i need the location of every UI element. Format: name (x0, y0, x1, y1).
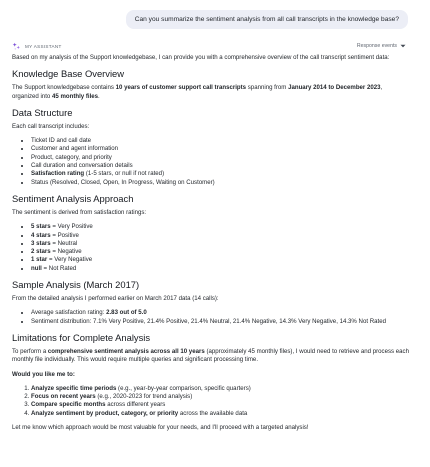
closing-paragraph: Let me know which approach would be most valuable for your needs, and I'll proceed with a targeted analysis! (12, 424, 309, 432)
response-events-label: Response events (356, 43, 397, 49)
list-item: • Average satisfaction rating: 2.83 out of 5.0 (31, 309, 410, 317)
list-item: • null = Not Rated (31, 265, 410, 273)
list-item: 4. Analyze sentiment by product, category, or priority across the available data (31, 410, 410, 418)
list-item: • Call duration and conversation details (31, 162, 410, 170)
list-item: • 2 stars = Negative (31, 248, 410, 256)
limitations-paragraph: To perform a comprehensive sentiment analysis across all 10 years (approximately 45 monthly files), I would need to retrieve and process each monthly file individually. This would require multiple queries and significant processing time. (12, 347, 409, 364)
limitations-question: Would you like me to: (12, 370, 75, 378)
overview-heading: Knowledge Base Overview (12, 68, 125, 80)
structure-intro: Each call transcript includes: (12, 122, 90, 130)
user-message-row (12, 0, 424, 29)
overview-text: . (98, 92, 100, 100)
list-item: 2. Focus on recent years (e.g., 2020-2023 for trend analysis) (31, 393, 410, 401)
list-item: • Ticket ID and call date (31, 137, 410, 145)
chevron-down-icon (400, 43, 406, 49)
sample-list (12, 309, 410, 326)
overview-bold: January 2014 to December 2023 (288, 84, 381, 92)
overview-paragraph (12, 84, 410, 101)
assistant-header (12, 41, 424, 51)
list-item: • 1 star = Very Negative (31, 256, 410, 264)
list-item: • 3 stars = Neutral (31, 240, 410, 248)
structure-heading: Data Structure (12, 106, 73, 118)
list-item: 3. Compare specific months across different years (31, 401, 410, 409)
list-item: • 5 stars = Very Positive (31, 223, 410, 231)
approach-heading: Sentiment Analysis Approach (12, 192, 134, 204)
assistant-name: MY ASSISTANT (25, 43, 62, 49)
limitations-heading: Limitations for Complete Analysis (12, 331, 151, 343)
overview-bold: 10 years of customer support call transcripts (115, 84, 247, 92)
overview-text: The Support knowledgebase contains (12, 84, 116, 92)
sample-intro: From the detailed analysis I performed earlier on March 2017 data (14 calls): (12, 295, 219, 303)
sample-heading: Sample Analysis (March 2017) (12, 279, 140, 291)
list-item: • Status (Resolved, Closed, Open, In Progress, Waiting on Customer) (31, 179, 410, 187)
approach-list (12, 223, 410, 273)
assistant-response (12, 54, 424, 432)
options-list (12, 385, 410, 418)
list-item: • Satisfaction rating (1-5 stars, or null if not rated) (31, 170, 410, 178)
response-intro: Based on my analysis of the Support knowledgebase, I can provide you with a comprehensive overview of the call transcript sentiment data: (12, 54, 390, 61)
overview-bold: 45 monthly files (51, 92, 99, 100)
structure-list (12, 137, 410, 187)
overview-text: , organized into (12, 84, 383, 100)
overview-text: spanning from (246, 84, 289, 92)
list-item: • Product, category, and priority (31, 154, 410, 162)
user-message-bubble: Can you summarize the sentiment analysis from all call transcripts in the knowledge base? (126, 10, 408, 29)
list-item: • 4 stars = Positive (31, 232, 410, 240)
list-item: 1. Analyze specific time periods (e.g., year-by-year comparison, specific quarters) (31, 385, 410, 393)
approach-intro: The sentiment is derived from satisfaction ratings: (12, 208, 147, 216)
list-item: • Customer and agent information (31, 145, 410, 153)
list-item: • Sentiment distribution: 7.1% Very Positive, 21.4% Positive, 21.4% Neutral, 21.4% Negative, 14.3% Very Negative, 14.3% Not Rated (31, 318, 410, 326)
sparkle-icon (12, 42, 21, 51)
response-events-toggle[interactable] (357, 43, 406, 49)
